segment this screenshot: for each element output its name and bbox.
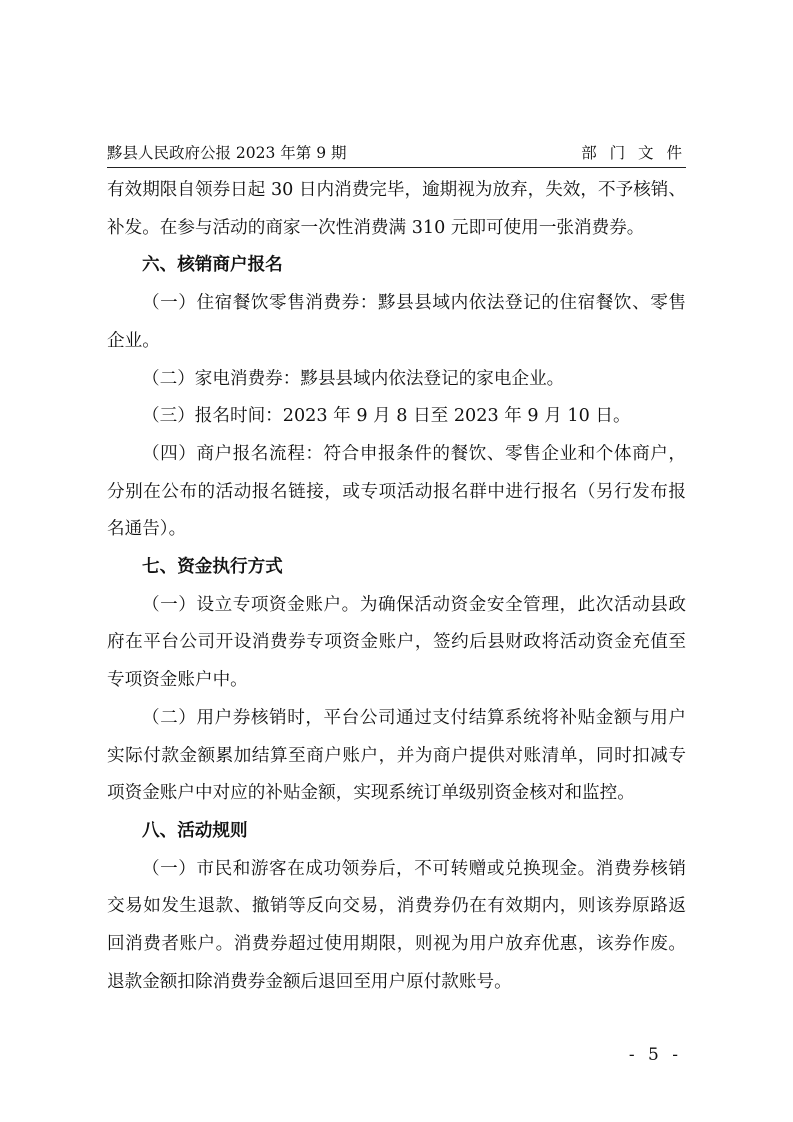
page-header xyxy=(107,143,686,168)
paragraph-8-1: （一）市民和游客在成功领券后，不可转赠或兑换现金。消费券核销交易如发生退款、撤销等反向交易，消费券仍在有效期内，则该券原路返回消费者账户。消费券超过使用期限，则视为用户放弃优惠，该券作废。退款金额扣除消费券金额后退回至用户原付款账号。 xyxy=(107,858,686,992)
sub-label-6-2: （二）家电消费券： xyxy=(142,368,301,389)
gazette-title: 黟县人民政府公报 2023 年第 9 期 xyxy=(107,144,347,162)
section-heading-7: 七、资金执行方式 xyxy=(142,557,283,578)
paragraph-6-4 xyxy=(107,436,686,549)
page-number: - 5 - xyxy=(628,1045,682,1065)
sub-label-6-1: （一）住宿餐饮零售消费券： xyxy=(142,293,378,314)
paragraph-7-1: （一）设立专项资金账户。为确保活动资金安全管理，此次活动县政府在平台公司开设消费券专项资金账户，签约后县财政将活动资金充值至专项资金账户中。 xyxy=(107,594,686,691)
section-heading-8: 八、活动规则 xyxy=(142,820,248,841)
paragraph-6-2 xyxy=(107,361,686,399)
paragraph-6-3 xyxy=(107,398,686,436)
section-heading-6: 六、核销商户报名 xyxy=(142,255,283,276)
paragraph-validity: 有效期限自领券日起 30 日内消费完毕，逾期视为放弃，失效，不予核销、补发。在参与活动的商家一次性消费满 310 元即可使用一张消费券。 xyxy=(107,180,686,238)
sub-text-6-3: 2023 年 9 月 8 日至 2023 年 9 月 10 日。 xyxy=(282,406,631,427)
sub-text-6-1: 黟县县域内依法登记的住宿餐饮、零售企业。 xyxy=(107,293,686,351)
sub-text-6-4: 符合申报条件的餐饮、零售企业和个体商户，分别在公布的活动报名链接，或专项活动报名群中进行报名（另行发布报名通告）。 xyxy=(107,443,686,540)
sub-label-6-3: （三）报名时间： xyxy=(142,406,283,427)
paragraph-7-2: （二）用户券核销时，平台公司通过支付结算系统将补贴金额与用户实际付款金额累加结算至商户账户，并为商户提供对账清单，同时扣减专项资金账户中对应的补贴金额，实现系统订单级别资金核对和监控。 xyxy=(107,707,686,804)
section-label: 部 门 文 件 xyxy=(581,144,686,162)
paragraph-6-1 xyxy=(107,285,686,360)
sub-label-6-4: （四）商户报名流程： xyxy=(142,443,324,464)
document-body xyxy=(107,172,686,1001)
sub-text-6-2: 黟县县域内依法登记的家电企业。 xyxy=(300,368,565,389)
